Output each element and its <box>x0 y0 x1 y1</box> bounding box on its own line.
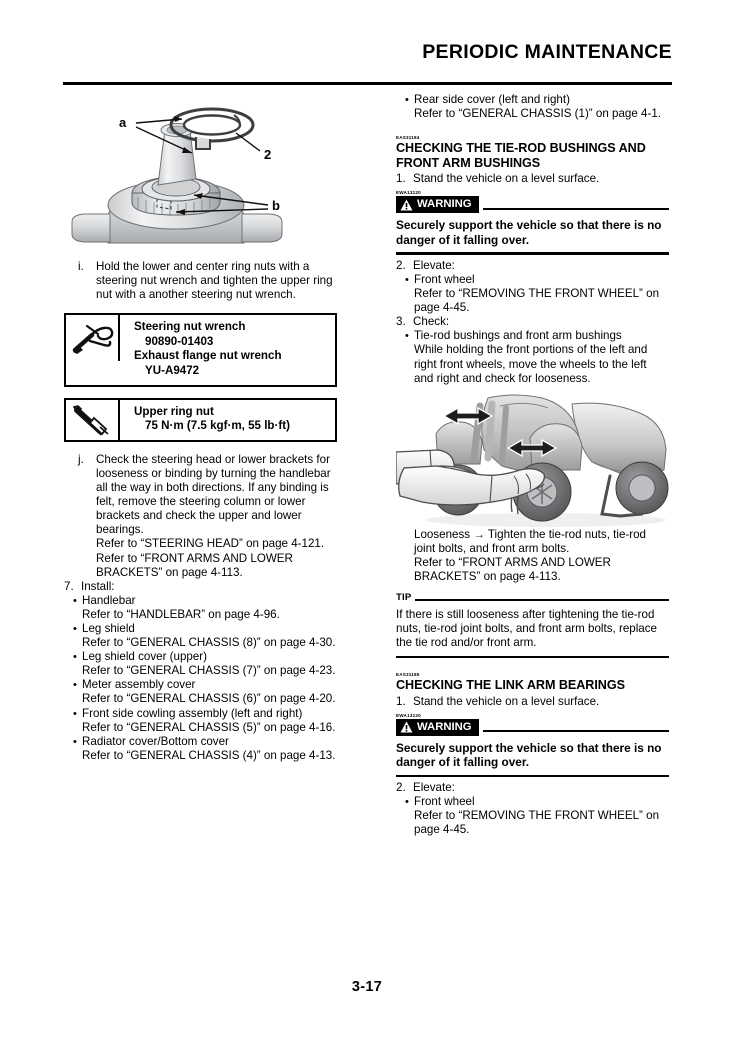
step-2-item-name: Front wheel <box>414 795 475 809</box>
install-item-name: Leg shield <box>82 621 135 635</box>
step-1-text: Stand the vehicle on a level surface. <box>413 694 600 708</box>
warning-rule <box>483 730 669 732</box>
step-j <box>64 453 337 580</box>
bullet-icon: • <box>73 735 77 748</box>
tool-spec-line: Steering nut wrench <box>134 320 246 334</box>
step-3-marker: 3. <box>396 315 406 329</box>
torque-spec-box <box>64 398 337 442</box>
section-heading: CHECKING THE TIE-ROD BUSHINGS AND FRONT ARM BUSHINGS <box>396 141 646 170</box>
step-1-marker: 1. <box>396 694 406 708</box>
install-item-name: Front side cowling assembly (left and right) <box>82 706 303 720</box>
section-code: EAS31184 <box>396 135 420 141</box>
step-1-text: Stand the vehicle on a level surface. <box>413 172 600 186</box>
step-7-marker: 7. <box>64 579 74 593</box>
bullet-icon: • <box>73 651 77 664</box>
warning-code: EWA13120 <box>396 190 421 196</box>
figure-wheel-check <box>396 392 669 528</box>
step-2-item-ref: Refer to “REMOVING THE FRONT WHEEL” on page 4-45. <box>414 287 660 315</box>
tip-text: If there is still looseness after tightening the tie-rod nuts, tie-rod joint bolts, and front arm bolts, replace the tie rod and/or front arm. <box>396 608 657 650</box>
page-number: 3-17 <box>351 979 383 995</box>
warning-label: WARNING <box>417 198 472 211</box>
warning-tag <box>396 719 479 736</box>
warning-tag <box>396 196 479 213</box>
torque-spec-text <box>120 400 335 440</box>
section-link-arm-bearings <box>396 672 669 837</box>
step-1 <box>396 695 669 709</box>
wrench-icon <box>66 315 120 361</box>
section-code: EAS31185 <box>396 672 420 678</box>
install-item <box>64 622 337 650</box>
step-3 <box>396 315 669 329</box>
install-item <box>64 650 337 678</box>
step-1 <box>396 172 669 186</box>
step-2-label: Elevate: <box>413 781 455 795</box>
callout-label-b: b <box>272 198 280 213</box>
step-2-item <box>396 795 669 837</box>
step-i-marker: i. <box>78 260 84 273</box>
step-3-item <box>396 329 669 385</box>
warning-code: EWA13120 <box>396 712 421 718</box>
step-j-marker: j. <box>78 452 84 466</box>
step-7-label: Install: <box>81 579 115 593</box>
tip-rule <box>415 599 669 601</box>
install-item-ref: Refer to “GENERAL CHASSIS (8)” on page 4-30. <box>82 636 336 650</box>
install-item-name: Leg shield cover (upper) <box>82 650 208 664</box>
right-column <box>396 93 669 838</box>
step-2-item-ref: Refer to “REMOVING THE FRONT WHEEL” on page 4-45. <box>414 809 660 837</box>
warning-bottom-rule <box>396 775 669 778</box>
tip-block <box>396 591 669 658</box>
steering-stem-illustration <box>64 93 337 258</box>
step-2 <box>396 259 669 273</box>
install-item-name: Handlebar <box>82 593 136 607</box>
tool-spec-box <box>64 313 337 386</box>
warning-text: Securely support the vehicle so that there is no danger of it falling over. <box>396 218 662 247</box>
step-j-ref: Refer to “FRONT ARMS AND LOWER BRACKETS” on page 4-113. <box>96 551 293 579</box>
inspection-result <box>396 528 669 584</box>
bullet-icon: • <box>73 679 77 692</box>
step-j-ref: Refer to “STEERING HEAD” on page 4-121. <box>96 537 325 551</box>
install-item-ref: Refer to “GENERAL CHASSIS (4)” on page 4-13. <box>82 748 336 762</box>
step-1-marker: 1. <box>396 172 406 186</box>
wheel-check-illustration <box>396 392 669 528</box>
bullet-icon: • <box>73 594 77 607</box>
install-item-continued <box>396 93 669 121</box>
install-item <box>64 707 337 735</box>
install-item-ref: Refer to “GENERAL CHASSIS (5)” on page 4-16. <box>82 720 336 734</box>
install-item-name: Radiator cover/Bottom cover <box>82 734 229 748</box>
bullet-icon: • <box>405 273 409 286</box>
warning-rule <box>483 208 669 210</box>
install-item-ref: Refer to “GENERAL CHASSIS (7)” on page 4-23. <box>82 664 336 678</box>
install-item-ref: Refer to “GENERAL CHASSIS (6)” on page 4-20. <box>82 692 336 706</box>
warning-label: WARNING <box>417 720 472 733</box>
step-2-item <box>396 273 669 315</box>
tool-spec-line: YU-A9472 <box>145 364 200 378</box>
left-column <box>64 93 337 763</box>
step-3-label: Check: <box>413 315 450 329</box>
step-2-marker: 2. <box>396 258 406 272</box>
step-7 <box>64 580 337 594</box>
tool-spec-line: Exhaust flange nut wrench <box>134 349 282 363</box>
section-heading: CHECKING THE LINK ARM BEARINGS <box>396 678 625 693</box>
torque-wrench-icon <box>66 400 120 440</box>
install-item <box>64 735 337 763</box>
install-item-ref: Refer to “GENERAL CHASSIS (1)” on page 4-1. <box>414 107 662 121</box>
tool-spec-line: 90890-01403 <box>145 334 214 348</box>
step-2 <box>396 781 669 795</box>
install-item <box>64 594 337 622</box>
install-item-ref: Refer to “HANDLEBAR” on page 4-96. <box>82 607 280 621</box>
warning-triangle-icon <box>400 199 413 211</box>
step-2-marker: 2. <box>396 781 406 795</box>
step-3-item-name: Tie-rod bushings and front arm bushings <box>414 329 622 343</box>
step-i-text: Hold the lower and center ring nuts with a steering nut wrench and tighten the upper ring nut with a another steering nut wrench. <box>96 260 333 302</box>
install-item-name: Rear side cover (left and right) <box>414 93 570 106</box>
page-header-title: PERIODIC MAINTENANCE <box>422 41 672 63</box>
torque-spec-line: 75 N·m (7.5 kgf·m, 55 lb·ft) <box>145 419 290 433</box>
bullet-icon: • <box>405 94 409 106</box>
step-2-item-name: Front wheel <box>414 272 475 286</box>
step-3-item-detail: While holding the front portions of the left and right front wheels, move the wheels to the left and right and check for looseness. <box>414 343 648 385</box>
bullet-icon: • <box>405 796 409 809</box>
bullet-icon: • <box>73 707 77 720</box>
section-tie-rod-bushings <box>396 135 669 658</box>
figure-steering-stem <box>64 93 337 258</box>
step-2-label: Elevate: <box>413 258 455 272</box>
warning-block <box>396 190 669 254</box>
install-item <box>64 678 337 706</box>
result-ref: Refer to “FRONT ARMS AND LOWER BRACKETS” on page 4-113. <box>414 555 611 583</box>
result-text: Looseness → Tighten the tie-rod nuts, tie-rod joint bolts, and front arm bolts. <box>414 527 647 555</box>
bullet-icon: • <box>73 622 77 635</box>
warning-text: Securely support the vehicle so that there is no danger of it falling over. <box>396 740 662 770</box>
step-i <box>64 260 337 302</box>
warning-bottom-rule <box>396 252 669 255</box>
bullet-icon: • <box>405 330 409 343</box>
warning-triangle-icon <box>400 721 413 733</box>
install-item-name: Meter assembly cover <box>82 678 196 692</box>
tip-bottom-rule <box>396 656 669 658</box>
step-j-text: Check the steering head or lower brackets for looseness or binding by turning the handlebar all the way in both directions. If any binding is felt, remove the steering column or lower brackets and check the upper and lower bearings. <box>96 452 331 537</box>
tip-label: TIP <box>396 592 412 604</box>
tool-spec-text <box>120 315 335 384</box>
header-divider <box>63 82 672 85</box>
torque-spec-line: Upper ring nut <box>134 404 214 418</box>
callout-label-2: 2 <box>264 147 272 162</box>
warning-block <box>396 713 669 777</box>
page-footer <box>0 979 734 995</box>
callout-label-a: a <box>119 115 127 130</box>
